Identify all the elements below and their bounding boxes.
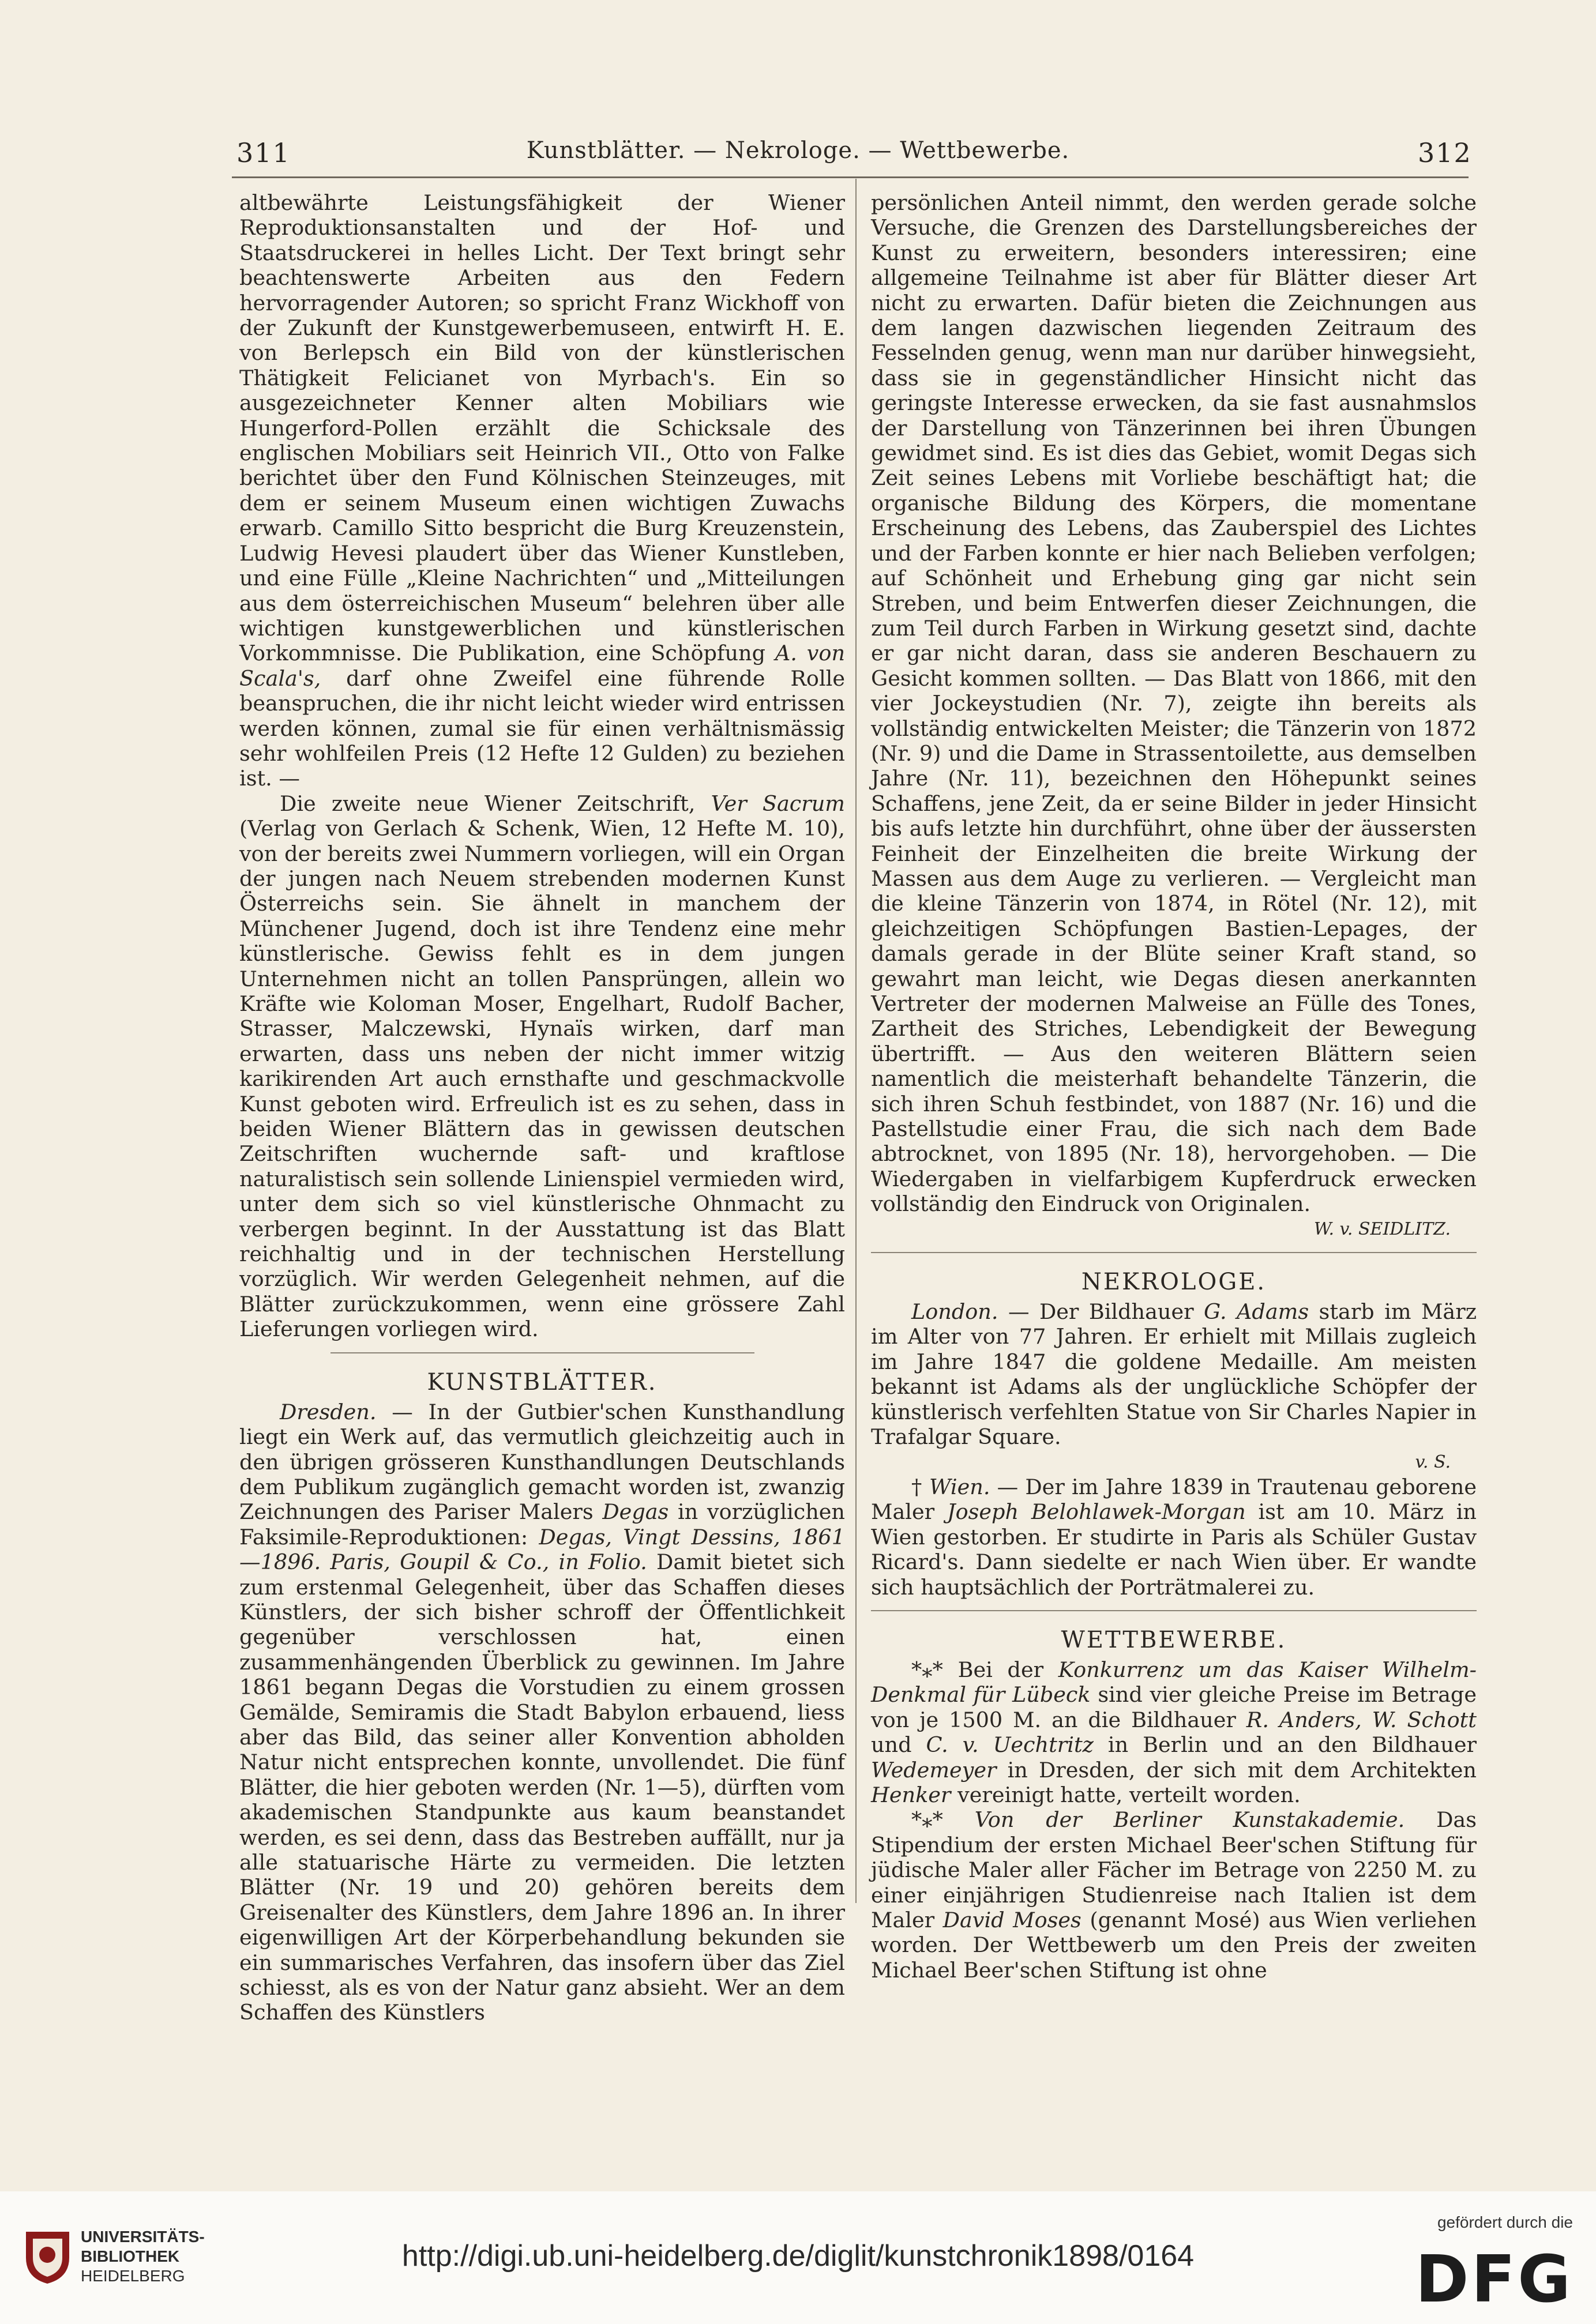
heading-wettbewerbe: WETTBEWERBE. <box>1061 1626 1287 1653</box>
signature-seidlitz: W. v. SEIDLITZ. <box>1313 1219 1451 1239</box>
heading-kunstblaetter: KUNSTBLÄTTER. <box>427 1368 658 1396</box>
right-paragraph-1: persönlichen Anteil nimmt, den werden gerade solche Versuche, die Grenzen des Darstellungsbereiches der Kunst zu erweitern, besonders interessiren; eine allgemeine Teilnahme ist aber für Blätter dieser Art nicht zu erwarten. Dafür bieten die Zeichnungen aus dem langen dazwischen liegenden Zeitraum des Fesselnden genug, wenn man nur darüber hinwegsieht, dass sie in gegenständlicher Hinsicht nicht das geringste Interesse erwecken, da sie fast ausnahmslos der Darstellung von Tänzerinnen bei ihren Übungen gewidmet sind. Es ist dies das Gebiet, womit Degas sich Zeit seines Lebens mit Vorliebe beschäftigt hat; die organische Bildung des Körpers, die momentane Erscheinung des Lebens, das Zauberspiel des Lichtes und der Farben konnte er hier nach Belieben verfolgen; auf Schönheit und Erhebung ging gar nicht sein Streben, und beim Entwerfen dieser Zeichnungen, die zum Teil durch Farben in Wirkung gesetzt sind, dachte er gar nicht daran, dass sie anderen Beschauern zu Gesicht kommen sollten. — Das Blatt von 1866, mit den vier Jockeystudien (Nr. 7), zeigte ihn bereits als vollständig entwickelten Meister; die Tänzerin von 1872 (Nr. 9) und die Dame in Strassentoilette, aus demselben Jahre (Nr. 11), bezeichnen den Höhepunkt seines Schaffens, jene Zeit, da er seine Bilder in jeder Hinsicht bis aufs letzte hin durchführt, ohne über der äussersten Feinheit der Einzelheiten die breite Wirkung der Massen aus dem Auge zu verlieren. — Vergleicht man die kleine Tänzerin von 1874, in Rötel (Nr. 12), mit gleichzeitigen Schöpfungen Bastien-Lepages, der damals gerade in der Blüte seiner Kraft stand, so gewahrt man leicht, wie Degas diesen anerkannten Vertreter der modernen Malweise an Fülle des Tones, Zartheit des Striches, Lebendigkeit der Bewegung übertrifft. — Aus den weiteren Blättern seien namentlich die meisterhaft behandelte Tänzerin, die sich ihren Schuh festbindet, von 1887 (Nr. 16) und die Pastellstudie einer Frau, die sich nach dem Bade abtrocknet, von 1895 (Nr. 18), hervorgehoben. — Die Wiedergaben in vielfarbigem Kupferdruck erwecken vollständig den Eindruck von Originalen. <box>871 190 1477 1217</box>
column-divider <box>855 179 857 1903</box>
competition-berlin: *⁎* Von der Berliner Kunstakademie. Das Stipendium der ersten Michael Beer'schen Stiftung für jüdische Maler aller Fächer im Betrage von 2250 M. zu einer einjährigen Studienreise nach Italien ist dem Maler David Moses (genannt Mosé) aus Wien verliehen worden. Der Wettbewerb um den Preis der zweiten Michael Beer'schen Stiftung ist ohne <box>871 1807 1477 1983</box>
section-rule <box>871 1252 1477 1253</box>
funding-caption: gefördert durch die <box>1437 2213 1573 2231</box>
signature-vs: v. S. <box>1415 1451 1451 1472</box>
obituary-wien: † Wien. — Der im Jahre 1839 in Trautenau geborene Maler Joseph Belohlawek-Morgan ist am 10. März in Wien gestorben. Er studirte in Paris als Schüler Gustav Ricard's. Dann siedelte er nach Wien über. Er wandte sich hauptsächlich der Porträtmalerei zu. <box>871 1474 1477 1600</box>
university-library-name: UNIVERSITÄTS- BIBLIOTHEK HEIDELBERG <box>81 2228 205 2285</box>
left-column <box>239 190 845 2025</box>
competition-luebeck: *⁎* Bei der Konkurrenz um das Kaiser Wilhelm-Denkmal für Lübeck sind vier gleiche Preise im Betrage von je 1500 M. an die Bildhauer R. Anders, W. Schott und C. v. Uechtritz in Berlin und an den Bildhauer Wedemeyer in Dresden, der sich mit dem Architekten Henker vereinigt hatte, verteilt worden. <box>871 1657 1477 1807</box>
heading-nekrologe: NEKROLOGE. <box>1081 1269 1267 1296</box>
left-paragraph-ver-sacrum: Die zweite neue Wiener Zeitschrift, Ver Sacrum (Verlag von Gerlach & Schenk, Wien, 12 Hefte M. 10), von der bereits zwei Nummern vorliegen, will ein Organ der jungen nach Neuem strebenden modernen Kunst Österreichs sein. Sie ähnelt in manchem der Münchener Jugend, doch ist ihre Tendenz eine mehr künstlerische. Gewiss fehlt es in dem jungen Unternehmen nicht an tollen Pansprüngen, allein wo Kräfte wie Koloman Moser, Engelhart, Rudolf Bacher, Strasser, Malczewski, Hynaïs wirken, darf man erwarten, dass uns neben der nicht immer witzig karikirenden Art auch ernsthafte und geschmackvolle Kunst geboten wird. Erfreulich ist es zu sehen, dass in beiden Wiener Blättern das in gewissen deutschen Zeitschriften wuchernde saft- und kraftlose naturalistisch sein sollende Linienspiel vermieden wird, unter dem sich so viel künstlerische Ohnmacht zu verbergen beginnt. In der Ausstattung ist das Blatt reichhaltig und in der technischen Herstellung vorzüglich. Wir werden Gelegenheit nehmen, auf die Blätter zurückzukommen, wenn eine grössere Zahl Lieferungen vorliegen wird. <box>239 791 845 1342</box>
digitization-footer <box>0 2191 1596 2324</box>
right-column <box>871 190 1477 1983</box>
left-paragraph-dresden: Dresden. — In der Gutbier'schen Kunsthandlung liegt ein Werk auf, das vermutlich gleichzeitig auch in den übrigen grösseren Kunsthandlungen Deutschlands dem Publikum zugänglich gemacht worden ist, zwanzig Zeichnungen des Pariser Malers Degas in vorzüglichen Faksimile-Reproduktionen: Degas, Vingt Dessins, 1861—1896. Paris, Goupil & Co., in Folio. Damit bietet sich zum erstenmal Gelegenheit, über das Schaffen dieses Künstlers, der sich bisher schroff der Öffentlichkeit gegenüber verschlossen hat, einen zusammenhängenden Überblick zu gewinnen. Im Jahre 1861 begann Degas die Vorstudien zu einem grossen Gemälde, Semiramis die Stadt Babylon erbauend, liess aber das Bild, das seiner aller Konvention abholden Natur nicht entsprechen konnte, unvollendet. Die fünf Blätter, die hier geboten werden (Nr. 1—5), dürften vom akademischen Standpunkte aus kaum beanstandet werden, es sei denn, dass das Bestreben auffällt, nur ja alle statuarische Härte zu vermeiden. Die letzten Blätter (Nr. 19 und 20) gehören bereits dem Greisenalter des Künstlers, dem Jahre 1896 an. In ihrer eigenwilligen Art der Körperbehandlung bekunden sie ein summarisches Verfahren, das insofern über das Ziel schiesst, als es von der Natur ganz absieht. Wer an dem Schaffen des Künstlers <box>239 1399 845 2025</box>
left-paragraph-1: altbewährte Leistungsfähigkeit der Wiener Reproduktionsanstalten und der Hof- und Staatsdruckerei in helles Licht. Der Text bringt sehr beachtenswerte Arbeiten aus den Federn hervorragender Autoren; so spricht Franz Wickhoff von der Zukunft der Kunstgewerbemuseen, entwirft H. E. von Berlepsch ein Bild von der künstlerischen Thätigkeit Felicianet von Myrbach's. Ein so ausgezeichneter Kenner alten Mobiliars wie Hungerford-Pollen erzählt die Schicksale des englischen Mobiliars seit Heinrich VII., Otto von Falke berichtet über den Fund Kölnischen Steinzeuges, mit dem er seinem Museum einen wichtigen Zuwachs erwarb. Camillo Sitto bespricht die Burg Kreuzenstein, Ludwig Hevesi plaudert über das Wiener Kunstleben, und eine Fülle „Kleine Nachrichten“ und „Mitteilungen aus dem österreichischen Museum“ belehren über alle wichtigen kunstgewerblichen und künstlerischen Vorkommnisse. Die Publikation, eine Schöpfung A. von Scala's, darf ohne Zweifel eine führende Rolle beanspruchen, die ihr nicht leicht wieder wird entrissen werden können, zumal sie für einen verhältnismässig sehr wohlfeilen Preis (12 Hefte 12 Gulden) zu beziehen ist. — <box>239 190 845 791</box>
header-rule <box>232 176 1469 178</box>
section-rule <box>331 1352 754 1353</box>
page-number-right: 312 <box>1418 137 1472 168</box>
section-rule <box>871 1610 1477 1611</box>
running-title: Kunstblätter. — Nekrologe. — Wettbewerbe. <box>526 137 1070 164</box>
source-url[interactable]: http://digi.ub.uni-heidelberg.de/diglit/kunstchronik1898/0164 <box>401 2239 1195 2273</box>
page-number-left: 311 <box>236 137 291 168</box>
obituary-london: London. — Der Bildhauer G. Adams starb im März im Alter von 77 Jahren. Er erhielt mit Millais zugleich im Jahre 1847 die goldene Medaille. Am meisten bekannt ist Adams als der unglückliche Schöpfer der künstlerisch verfehlten Statue von Sir Charles Napier in Trafalgar Square. <box>871 1299 1477 1450</box>
dfg-logo: DFG <box>1415 2242 1573 2317</box>
